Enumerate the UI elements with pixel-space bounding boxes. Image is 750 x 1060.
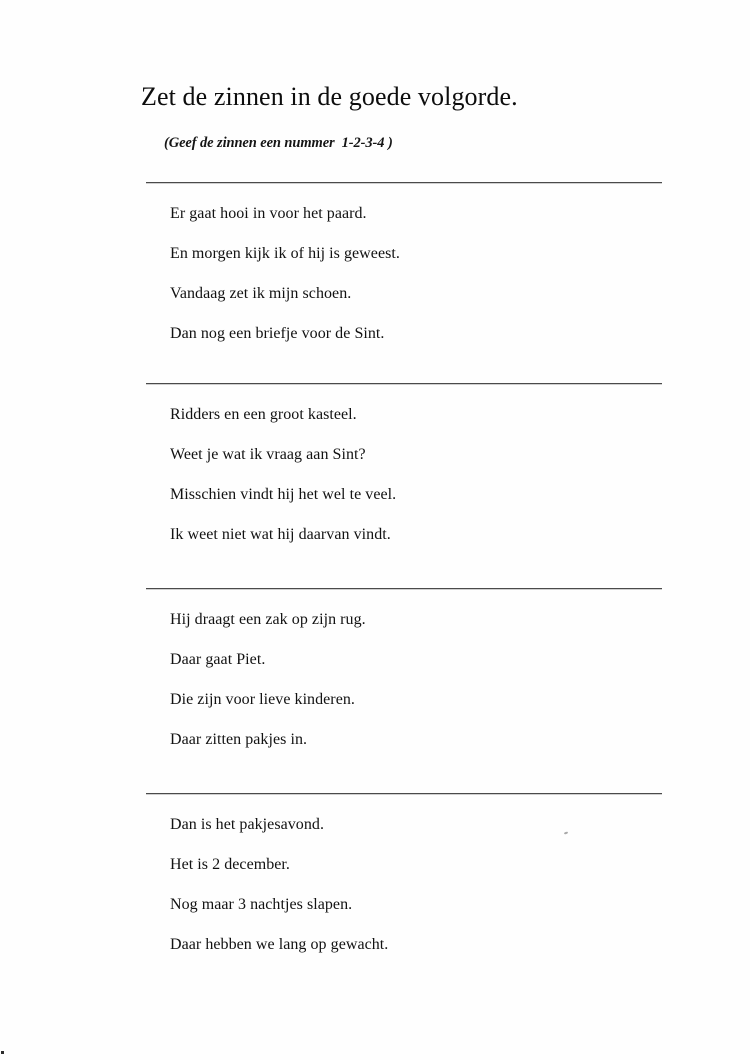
- sentence-item[interactable]: Vandaag zet ik mijn schoen.: [170, 285, 352, 302]
- scan-artifact-corner-mark: [1, 1051, 4, 1054]
- sentence-list: [170, 815, 388, 975]
- sentence-item[interactable]: Misschien vindt hij het wel te veel.: [170, 486, 397, 503]
- sentence-item[interactable]: Daar gaat Piet.: [170, 651, 266, 668]
- block-divider-rule: [146, 383, 662, 384]
- sentence-item[interactable]: Hij draagt een zak op zijn rug.: [170, 611, 366, 628]
- block-divider-rule: [146, 182, 662, 183]
- sentence-item[interactable]: Daar hebben we lang op gewacht.: [170, 936, 389, 953]
- sentence-list: [170, 204, 400, 364]
- sentence-item[interactable]: Daar zitten pakjes in.: [170, 731, 308, 748]
- sentence-list: [170, 405, 396, 565]
- sentence-item[interactable]: En morgen kijk ik of hij is geweest.: [170, 245, 400, 262]
- sentence-item[interactable]: Het is 2 december.: [170, 856, 290, 873]
- instruction-text: (Geef de zinnen een nummer 1-2-3-4 ): [164, 135, 393, 151]
- block-divider-rule: [146, 588, 662, 589]
- sentence-item[interactable]: Dan is het pakjesavond.: [170, 816, 325, 833]
- sentence-item[interactable]: Ik weet niet wat hij daarvan vindt.: [170, 526, 391, 543]
- sentence-list: [170, 610, 366, 770]
- sentence-item[interactable]: Ridders en een groot kasteel.: [170, 406, 357, 423]
- sentence-item[interactable]: Die zijn voor lieve kinderen.: [170, 691, 355, 708]
- page-title: Zet de zinnen in de goede volgorde.: [141, 82, 518, 111]
- scan-artifact-speck: [564, 831, 568, 834]
- sentence-item[interactable]: Nog maar 3 nachtjes slapen.: [170, 896, 353, 913]
- sentence-item[interactable]: Er gaat hooi in voor het paard.: [170, 205, 367, 222]
- sentence-item[interactable]: Weet je wat ik vraag aan Sint?: [170, 446, 366, 463]
- sentence-item[interactable]: Dan nog een briefje voor de Sint.: [170, 325, 385, 342]
- block-divider-rule: [146, 793, 662, 794]
